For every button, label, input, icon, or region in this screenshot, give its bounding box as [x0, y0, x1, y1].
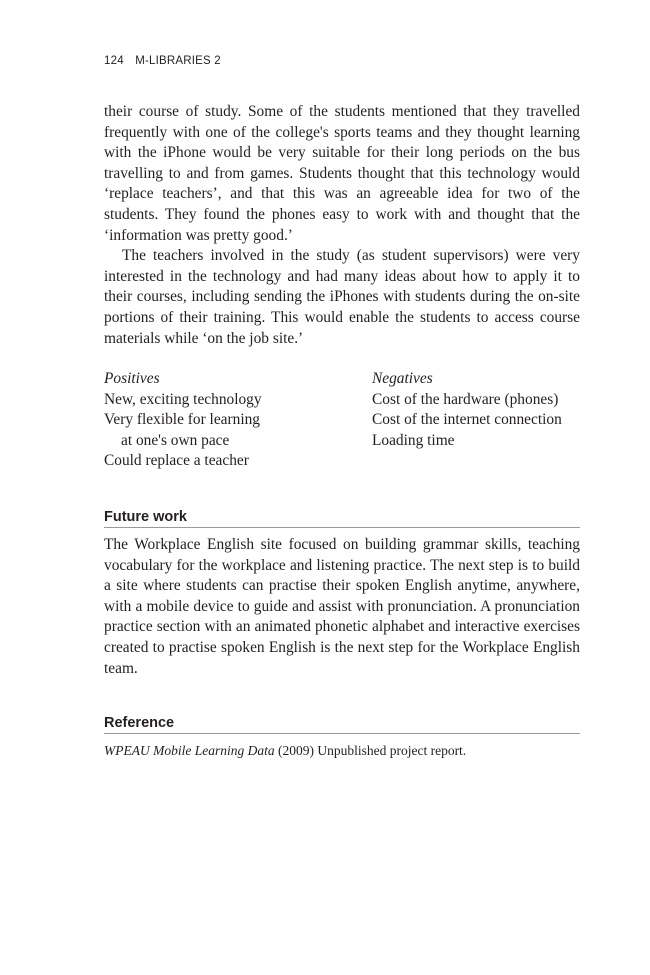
body-text — [104, 102, 580, 349]
running-head-title: M-LIBRARIES 2 — [135, 55, 221, 67]
positive-item: New, exciting technology — [104, 390, 262, 408]
future-work-heading: Future work — [104, 509, 580, 528]
future-work-text — [104, 535, 580, 679]
negative-item: Cost of the internet connection — [372, 411, 562, 429]
future-work-paragraph: The Workplace English site focused on building grammar skills, teaching vocabulary for the workplace and listening practice. The next step is to build a site where students can practise their spoken English anytime, anywhere, with a mobile device to guide and assist with pronunciation. A pronunciation practice section with an animated phonetic alphabet and interactive exercises created to practise spoken English is the next step for the Workplace English team. — [104, 536, 580, 677]
running-head — [104, 55, 221, 67]
positives-column — [104, 369, 364, 472]
positive-item: Very flexible for learning — [104, 411, 260, 429]
page-number: 124 — [104, 55, 124, 67]
negatives-heading: Negatives — [372, 370, 433, 387]
reference-title: WPEAU Mobile Learning Data — [104, 743, 275, 758]
paragraph-2: The teachers involved in the study (as student supervisors) were very interested in the technology and had many ideas about how to apply it to their courses, including sending the iPhones with students during the on-site portions of their training. This would enable the students to access course materials while ‘on the job site.’ — [104, 247, 580, 347]
negatives-column — [372, 369, 592, 451]
paragraph-1: their course of study. Some of the students mentioned that they travelled frequently with one of the college's sports teams and they thought learning with the iPhone would be very suitable for their long periods on the bus travelling to and from games. Students thought that this technology would ‘replace teachers’, and that this was an agreeable idea for two of the students. They found the phones easy to work with and thought that the ‘information was pretty good.’ — [104, 103, 580, 244]
positives-heading: Positives — [104, 370, 160, 387]
reference-entry — [104, 742, 580, 760]
negative-item: Cost of the hardware (phones) — [372, 390, 559, 408]
reference-heading: Reference — [104, 715, 580, 734]
positive-item: Could replace a teacher — [104, 452, 249, 470]
negative-item: Loading time — [372, 431, 455, 449]
positive-item-continuation: at one's own pace — [121, 431, 230, 449]
reference-details: (2009) Unpublished project report. — [274, 743, 467, 758]
